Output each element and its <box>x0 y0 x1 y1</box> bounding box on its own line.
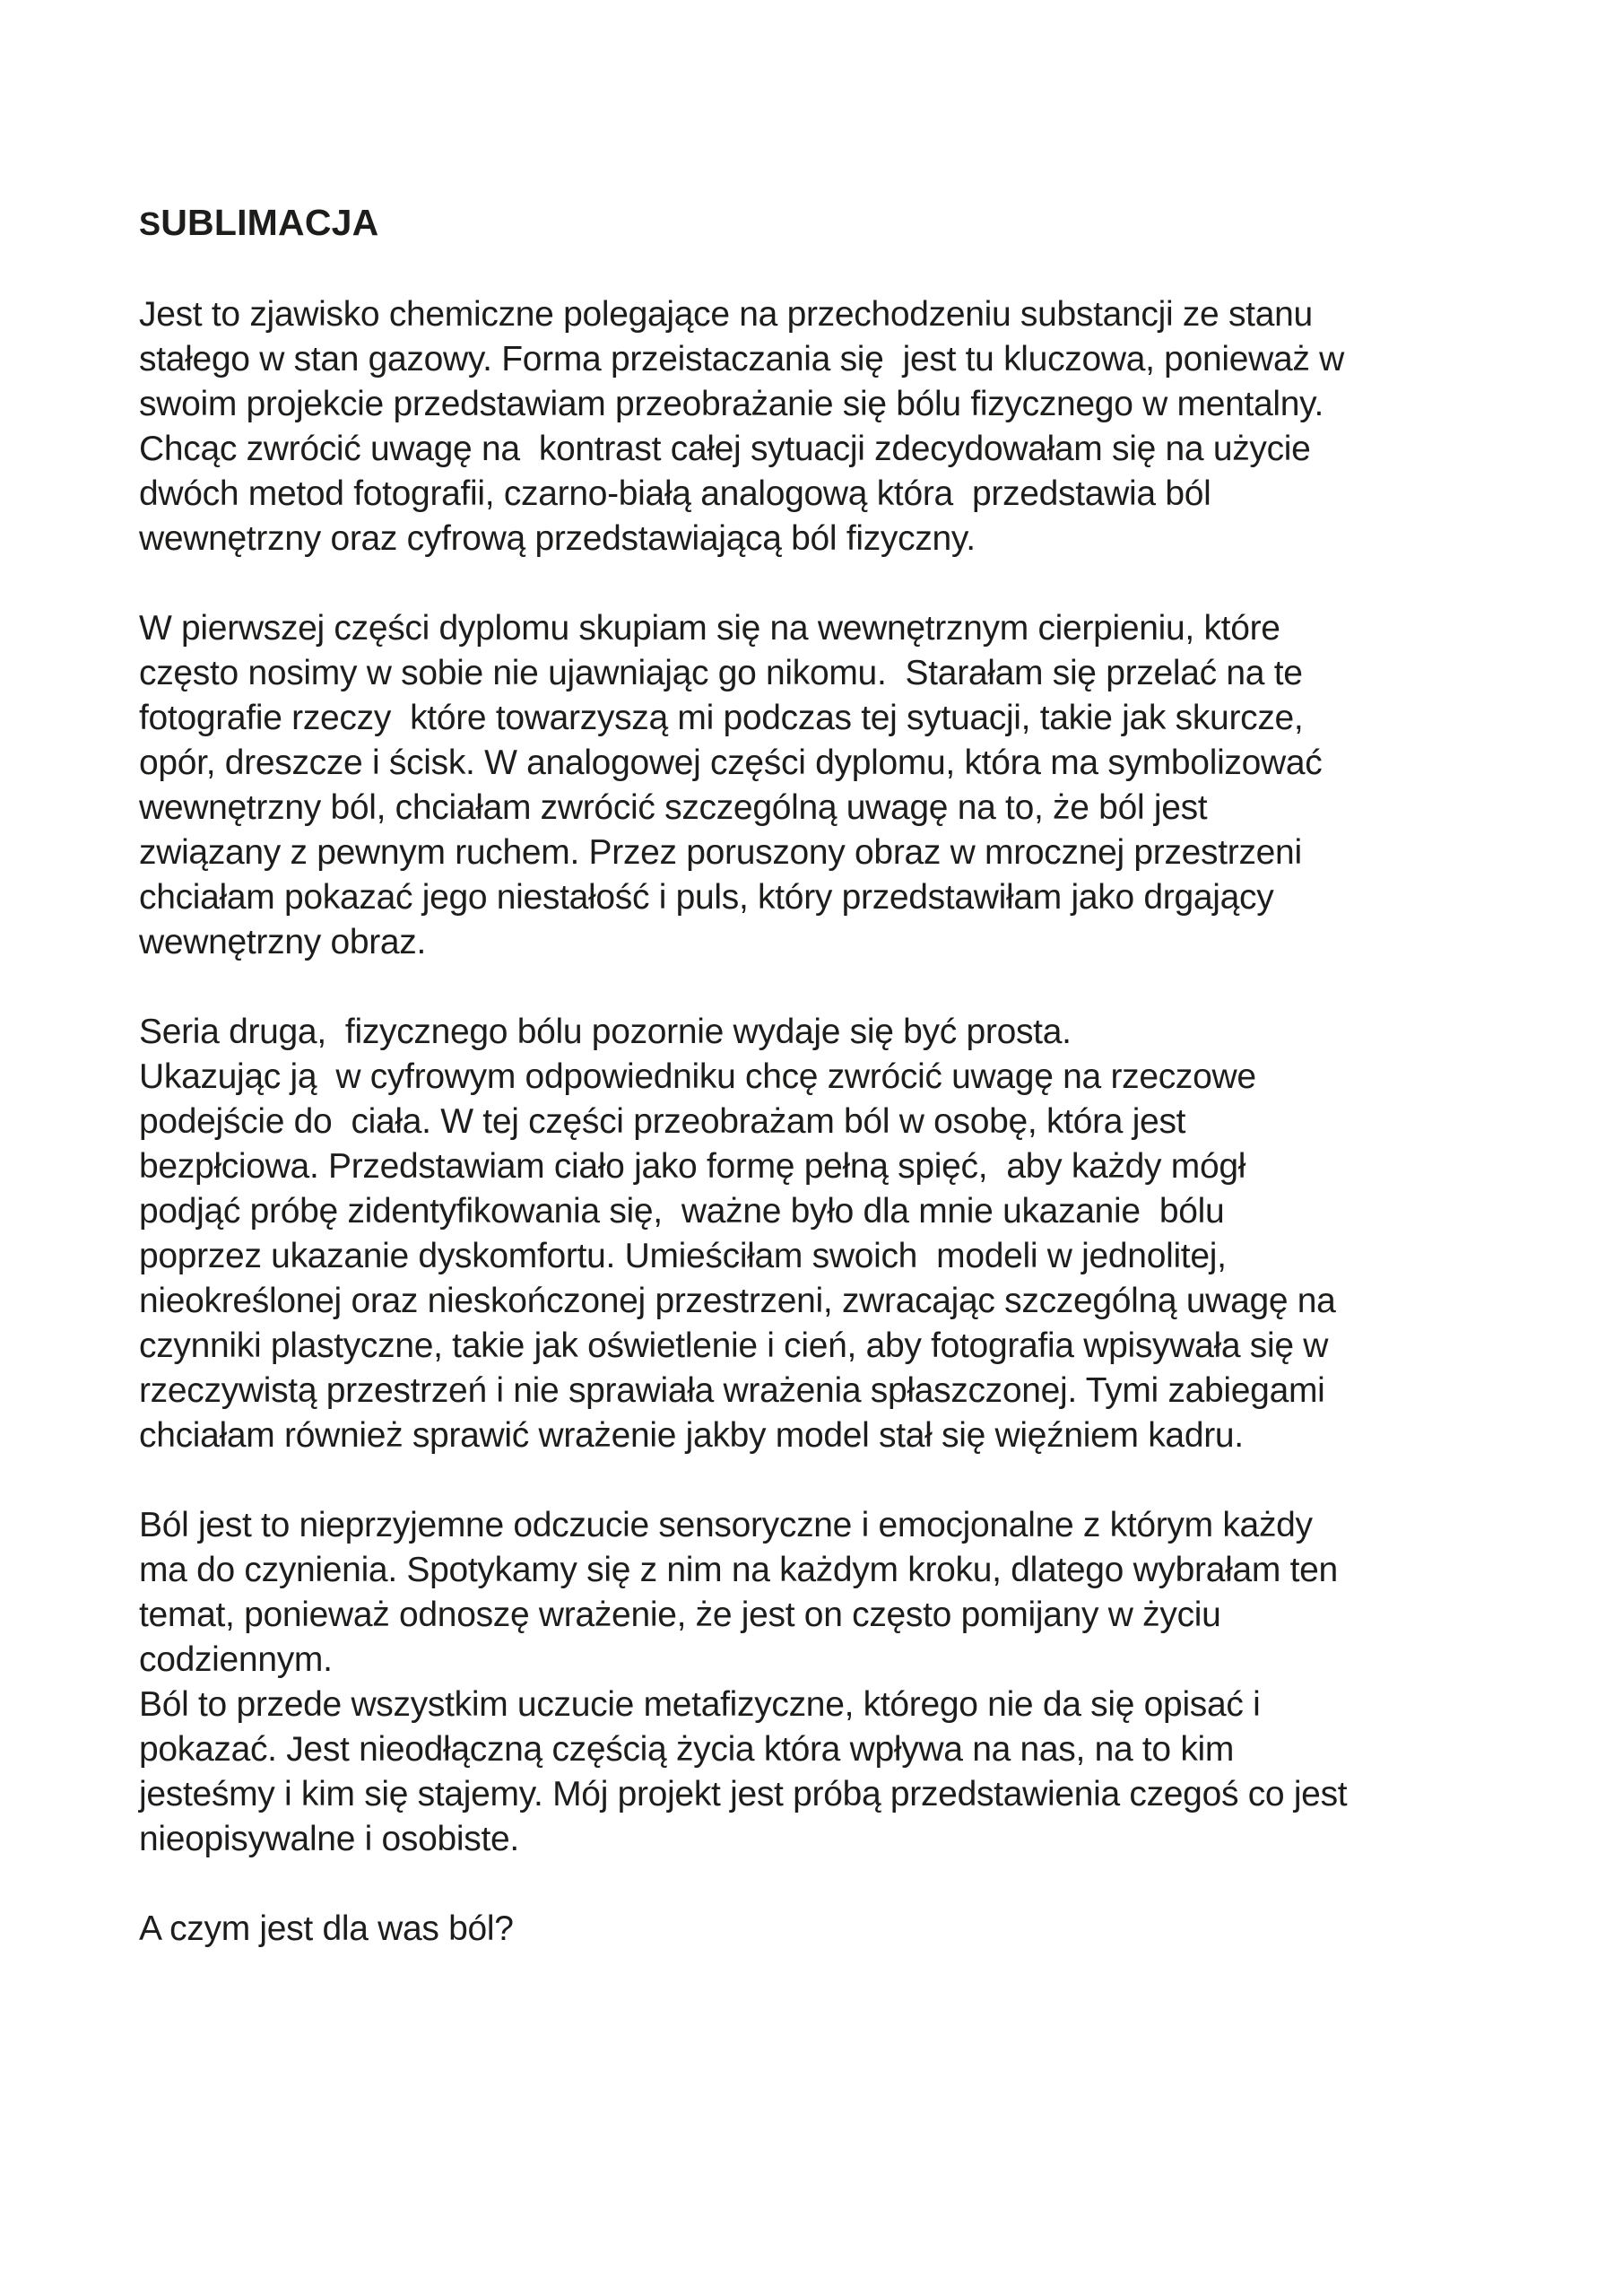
text-line: wewnętrzny obraz. <box>139 923 427 961</box>
text-line: podejście do ciała. W tej części przeobrażam ból w osobę, która jest <box>139 1102 1186 1141</box>
text-line: codziennym. <box>139 1640 333 1679</box>
text-line: stałego w stan gazowy. Forma przeistaczania się jest tu kluczowa, ponieważ w <box>139 340 1344 378</box>
paragraph-5 <box>139 1907 1529 1952</box>
text-line: Chcąc zwrócić uwagę na kontrast całej sytuacji zdecydowałam się na użycie <box>139 430 1311 468</box>
text-line: fotografie rzeczy które towarzyszą mi podczas tej sytuacji, takie jak skurcze, <box>139 699 1304 737</box>
text-line: związany z pewnym ruchem. Przez poruszony obraz w mrocznej przestrzeni <box>139 833 1302 872</box>
text-line: Seria druga, fizycznego bólu pozornie wydaje się być prosta. <box>139 1013 1072 1051</box>
text-line: rzeczywistą przestrzeń i nie sprawiała wrażenia spłaszczonej. Tymi zabiegami <box>139 1371 1325 1410</box>
text-line: poprzez ukazanie dyskomfortu. Umieściłam swoich modeli w jednolitej, <box>139 1237 1227 1275</box>
text-line: wewnętrzny oraz cyfrową przedstawiającą ból fizyczny. <box>139 519 976 558</box>
text-line: W pierwszej części dyplomu skupiam się na wewnętrznym cierpieniu, które <box>139 609 1280 648</box>
text-line: Ból to przede wszystkim uczucie metafizyczne, którego nie da się opisać i <box>139 1685 1261 1724</box>
text-line: ma do czynienia. Spotykamy się z nim na każdym kroku, dlatego wybrałam ten <box>139 1551 1338 1589</box>
text-line: wewnętrzny ból, chciałam zwrócić szczególną uwagę na to, że ból jest <box>139 788 1208 827</box>
title-first-letter: S <box>139 205 161 242</box>
text-line: opór, dreszcze i ścisk. W analogowej części dyplomu, która ma symbolizować <box>139 744 1323 782</box>
text-line: temat, ponieważ odnoszę wrażenie, że jest on często pomijany w życiu <box>139 1596 1221 1634</box>
paragraph-3 <box>139 1010 1529 1458</box>
text-line: Jest to zjawisko chemiczne polegające na przechodzeniu substancji ze stanu <box>139 295 1313 334</box>
text-line: podjąć próbę zidentyfikowania się, ważne było dla mnie ukazanie bólu <box>139 1192 1225 1231</box>
text-line: jesteśmy i kim się stajemy. Mój projekt jest próbą przedstawienia czegoś co jest <box>139 1775 1348 1813</box>
text-line: często nosimy w sobie nie ujawniając go nikomu. Starałam się przelać na te <box>139 654 1303 692</box>
text-line: Ukazując ją w cyfrowym odpowiedniku chcę zwrócić uwagę na rzeczowe <box>139 1057 1256 1096</box>
text-line: Ból jest to nieprzyjemne odczucie sensoryczne i emocjonalne z którym każdy <box>139 1506 1313 1544</box>
text-line: A czym jest dla was ból? <box>139 1909 514 1948</box>
paragraph-1 <box>139 292 1529 561</box>
text-line: chciałam również sprawić wrażenie jakby model stał się więźniem kadru. <box>139 1416 1244 1455</box>
text-line: nieokreślonej oraz nieskończonej przestrzeni, zwracając szczególną uwagę na <box>139 1282 1336 1320</box>
text-line: dwóch metod fotografii, czarno-białą analogową która przedstawia ból <box>139 474 1211 513</box>
text-line: pokazać. Jest nieodłączną częścią życia która wpływa na nas, na to kim <box>139 1730 1235 1769</box>
text-line: chciałam pokazać jego niestałość i puls, który przedstawiłam jako drgający <box>139 878 1274 917</box>
text-line: czynniki plastyczne, takie jak oświetlenie i cień, aby fotografia wpisywała się w <box>139 1326 1329 1365</box>
text-line: nieopisywalne i osobiste. <box>139 1820 519 1858</box>
text-line: swoim projekcie przedstawiam przeobrażanie się bólu fizycznego w mentalny. <box>139 385 1324 423</box>
title-rest: UBLIMACJA <box>161 202 379 243</box>
paragraph-2 <box>139 606 1529 965</box>
paragraph-4 <box>139 1503 1529 1862</box>
document-body <box>139 199 1529 1996</box>
document-title <box>139 199 1529 248</box>
text-line: bezpłciowa. Przedstawiam ciało jako formę pełną spięć, aby każdy mógł <box>139 1147 1246 1186</box>
